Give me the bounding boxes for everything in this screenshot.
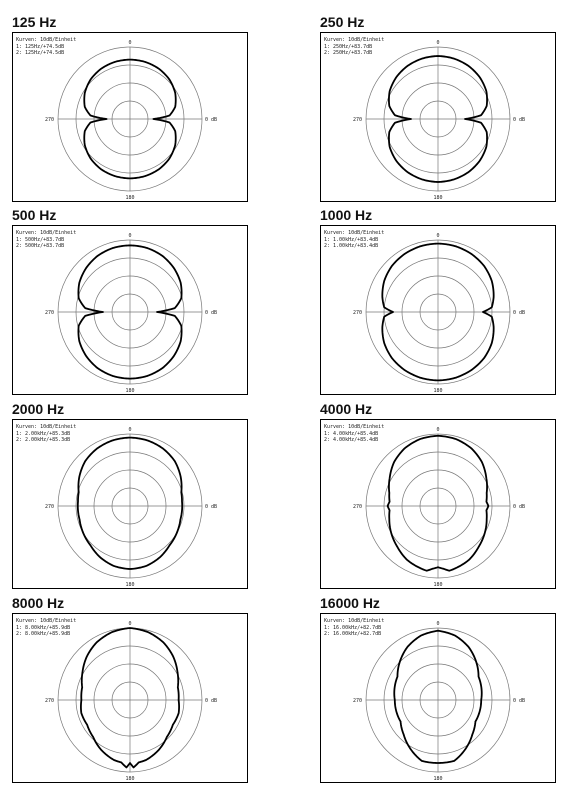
axis-label-bottom: 180 [433,388,443,394]
axis-label-right: 0 dB [513,117,526,123]
axis-label-top: 0 [436,427,440,433]
axis-label-top: 0 [436,621,440,627]
polar-chart [320,419,556,589]
curves-header: Kurven: 10dB/Einheit [16,618,77,624]
axis-label-bottom: 180 [433,582,443,588]
curves-header: Kurven: 10dB/Einheit [324,424,385,430]
polar-panel-2000 [12,401,252,591]
polar-chart [12,419,248,589]
axis-label-right: 0 dB [205,310,218,316]
polar-chart [12,225,248,395]
polar-plot-svg [320,32,556,202]
axis-label-left: 270 [352,310,362,316]
curves-header: Kurven: 10dB/Einheit [324,37,385,43]
panel-title: 250 Hz [320,14,365,30]
legend-entry-2: 2: 500Hz/+83.7dB [16,243,65,249]
axis-label-bottom: 180 [433,776,443,782]
axis-label-right: 0 dB [205,698,218,704]
axis-label-left: 270 [44,117,54,123]
polar-plot-svg [320,613,556,783]
axis-label-right: 0 dB [205,117,218,123]
axis-label-right: 0 dB [513,504,526,510]
panel-title: 1000 Hz [320,207,373,223]
axis-label-top: 0 [128,427,132,433]
legend-entry-1: 1: 500Hz/+83.7dB [16,237,65,243]
polar-panel-250 [320,14,560,204]
curves-header: Kurven: 10dB/Einheit [16,37,77,43]
polar-plot-svg [12,32,248,202]
axis-label-left: 270 [44,504,54,510]
polar-plot-svg [320,419,556,589]
panel-title: 4000 Hz [320,401,373,417]
panel-title: 8000 Hz [12,595,65,611]
polar-plot-svg [12,613,248,783]
polar-chart [320,225,556,395]
legend-entry-1: 1: 4.00kHz/+85.4dB [324,431,379,437]
curves-header: Kurven: 10dB/Einheit [324,618,385,624]
legend-entry-2: 2: 125Hz/+74.5dB [16,50,65,56]
polar-panel-8000 [12,595,252,785]
axis-label-bottom: 180 [125,776,135,782]
legend-entry-1: 1: 1.00kHz/+83.4dB [324,237,379,243]
panel-title: 2000 Hz [12,401,65,417]
axis-label-bottom: 180 [125,582,135,588]
axis-label-left: 270 [352,117,362,123]
polar-panel-500 [12,207,252,397]
legend-entry-1: 1: 2.00kHz/+85.3dB [16,431,71,437]
polar-plot-svg [12,419,248,589]
axis-label-right: 0 dB [205,504,218,510]
axis-label-bottom: 180 [125,388,135,394]
legend-entry-2: 2: 250Hz/+83.7dB [324,50,373,56]
curves-header: Kurven: 10dB/Einheit [16,424,77,430]
polar-panel-4000 [320,401,560,591]
polar-chart [12,613,248,783]
axis-label-left: 270 [352,504,362,510]
polar-panel-1000 [320,207,560,397]
curves-header: Kurven: 10dB/Einheit [324,230,385,236]
legend-entry-1: 1: 8.00kHz/+85.9dB [16,625,71,631]
axis-label-bottom: 180 [125,195,135,201]
polar-panel-125 [12,14,252,204]
legend-entry-2: 2: 8.00kHz/+85.9dB [16,631,71,637]
legend-entry-1: 1: 125Hz/+74.5dB [16,44,65,50]
axis-label-left: 270 [44,310,54,316]
legend-entry-2: 2: 4.00kHz/+85.4dB [324,437,379,443]
axis-label-right: 0 dB [513,310,526,316]
polar-panel-16000 [320,595,560,785]
legend-entry-1: 1: 250Hz/+83.7dB [324,44,373,50]
polar-chart [320,613,556,783]
axis-label-top: 0 [128,621,132,627]
polar-chart [12,32,248,202]
legend-entry-2: 2: 2.00kHz/+85.3dB [16,437,71,443]
legend-entry-2: 2: 1.00kHz/+83.4dB [324,243,379,249]
curves-header: Kurven: 10dB/Einheit [16,230,77,236]
axis-label-right: 0 dB [513,698,526,704]
axis-label-left: 270 [352,698,362,704]
axis-label-bottom: 180 [433,195,443,201]
axis-label-top: 0 [128,40,132,46]
panel-title: 500 Hz [12,207,57,223]
axis-label-top: 0 [128,233,132,239]
axis-label-top: 0 [436,40,440,46]
axis-label-top: 0 [436,233,440,239]
panel-title: 125 Hz [12,14,57,30]
legend-entry-2: 2: 16.00kHz/+82.7dB [324,631,382,637]
panel-title: 16000 Hz [320,595,380,611]
polar-plot-svg [320,225,556,395]
polar-plot-svg [12,225,248,395]
polar-chart [320,32,556,202]
axis-label-left: 270 [44,698,54,704]
legend-entry-1: 1: 16.00kHz/+82.7dB [324,625,382,631]
